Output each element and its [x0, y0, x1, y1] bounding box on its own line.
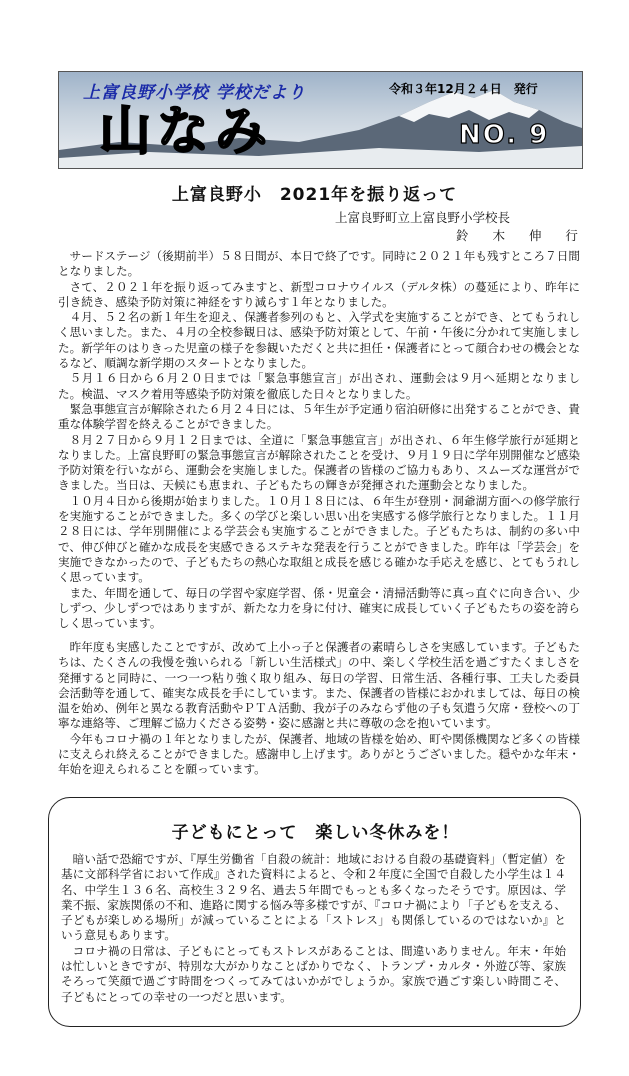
school-name-line: 上富良野小学校 学校だより — [83, 83, 306, 103]
author-organization: 上富良野町立上富良野小学校長 — [335, 210, 511, 225]
author-name: 鈴 木 伸 行 — [456, 228, 588, 243]
paragraph: 今年もコロナ禍の１年となりましたが、保護者、地域の皆様を始め、町や関係機関など多くの皆様に支えられ終えることができました。感謝申し上げます。ありがとうございました。穏やかな年末・年始を迎えられることを願っています。 — [58, 731, 580, 777]
paragraph: 昨年度も実感したことですが、改めて上小っ子と保護者の素晴らしさを実感しています。子どもたちは、たくさんの我慢を強いられる「新しい生活様式」の中、楽しく学校生活を過ごすたくましさを発揮すると同時に、一つ一つ粘り強く取り組み、毎日の学習、日常生活、各種行事、工夫した委員会活動等を通して、確実な成長を手にしています。また、保護者の皆様におかれましては、毎日の検温を始め、例年と異なる教育活動やＰＴＡ活動、我が子のみならず他の子も気遣う欠席・登校への丁寧な連絡等、ご理解ご協力くださる姿勢・姿に感謝と共に尊敬の念を抱いています。 — [58, 640, 580, 731]
issue-date: 令和３年12月２４日 発行 — [389, 82, 538, 96]
article-body-part-1 — [58, 249, 580, 631]
paragraph: ５月１６日から６月２０日までは「緊急事態宣言」が出され、運動会は９月へ延期となりました。検温、マスク着用等感染予防対策を徹底した日々となりました。 — [58, 371, 580, 401]
paragraph: ８月２７日から９月１２日までは、全道に「緊急事態宣言」が出され、６年生修学旅行が延期となりました。上富良野町の緊急事態宣言が解除されたことを受け、９月１９日に学年別開催など感染予防対策を行いながら、運動会を実施しました。保護者の皆様のご協力もあり、スムーズな運営ができました。当日は、天候にも恵まれ、子どもたちの輝きが発揮された運動会となりました。 — [58, 432, 580, 493]
paragraph: 暗い話で恐縮ですが、『厚生労働省「自殺の統計：地域における自殺の基礎資料」（暫定値）を基に文部科学省において作成』された資料によると、令和２年度に全国で自殺した小学生は１４名、中学生１３６名、高校生３２９名、過去５年間でもっとも多くなったそうです。原因は、学業不振、家族関係の不和、進路に関する悩み等多様ですが、『コロナ禍により「子どもを支える、子どもが楽しめる場所」が減っていることによる「ストレス」も関係しているのではないか』という意見もあります。 — [61, 852, 566, 943]
paragraph: サードステージ（後期前半）５８日間が、本日で終了です。同時に２０２１年も残すところ７日間となりました。 — [58, 249, 580, 279]
paragraph: さて、２０２１年を振り返ってみますと、新型コロナウイルス（デルタ株）の蔓延により、昨年に引き続き、感染予防対策に神経をすり減らす１年となりました。 — [58, 279, 580, 309]
winter-break-title: 子どもにとって 楽しい冬休みを！ — [171, 823, 460, 843]
newsletter-banner — [58, 71, 583, 169]
winter-break-box — [48, 797, 581, 1027]
paragraph: また、年間を通して、毎日の学習や家庭学習、係・児童会・清掃活動等に真っ直ぐに向き合い、少しずつ、少しずつではありますが、新たな力を身に付け、確実に成長していく子どもたちの姿を誇らしく思っています。 — [58, 585, 580, 631]
article-body-part-2 — [58, 640, 580, 778]
paragraph: 緊急事態宣言が解除された６月２４日には、５年生が予定通り宿泊研修に出発することができ、貴重な体験学習を終えることができました。 — [58, 401, 580, 432]
paragraph: １０月４日から後期が始まりました。１０月１８日には、６年生が登別・洞爺湖方面への修学旅行を実施することができました。多くの学びと楽しい思い出を実感する修学旅行となりました。１１月２８日には、学年別開催による学芸会も実施することができました。子どもたちは、制約の多い中で、伸び伸びと確かな成長を実感できるステキな発表を行うことができました。昨年は「学芸会」を実施できなかったので、子どもたちの熱心な取組と成長を感じる確かな手応えを感じ、とてもうれしく思っています。 — [58, 493, 580, 585]
paragraph: ４月、５２名の新１年生を迎え、保護者参列のもと、入学式を実施することができ、とてもうれしく思いました。また、４月の全校参観日は、感染予防対策として、午前・午後に分かれて実施しました。新学年のはりきった児童の様子を参観いただくと共に担任・保護者にとって顔合わせの機会となるなど、順調な新学期のスタートとなりました。 — [58, 310, 580, 371]
winter-break-body — [61, 852, 566, 1005]
article-title: 上富良野小 2021年を振り返って — [171, 185, 458, 205]
masthead-title: 山なみ — [99, 102, 274, 162]
issue-number: NO. 9 — [459, 120, 550, 150]
paragraph: コロナ禍の日常は、子どもにとってもストレスがあることは、間違いありません。年末・年始は忙しいときですが、特別な大がかりなことばかりでなく、トランプ・カルタ・外遊び等、家族そろって笑顔で過ごす時間をつくってみてはいかがでしょうか。家族で過ごす楽しい時間こそ、子どもにとっての幸せの一つだと思います。 — [61, 943, 566, 1004]
